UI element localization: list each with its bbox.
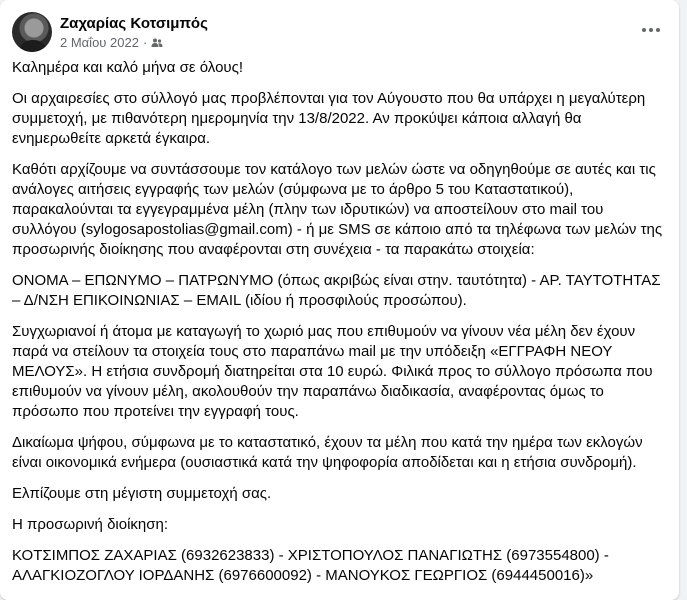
- paragraph-board-heading: Η προσωρινή διοίκηση:: [12, 516, 169, 533]
- friends-icon[interactable]: [151, 37, 163, 49]
- paragraph-greeting: Καλημέρα και καλό μήνα σε όλους!: [12, 59, 244, 76]
- paragraph-membership-list: Καθότι αρχίζουμε να συντάσσουμε τον κατάλογο των μελών ώστε να οδηγηθούμε σε αυτές και τις ανάλογες αιτήσεις εγγραφής των μελών (σύμφωνα με το άρθρο 5 του Καταστατικού), παρακαλούνται τα εγγεγραμμένα μέλη (πλην των ιδρυτικών) να αποστείλουν στο mail του συλλόγου (sylogosapostolias@gmail.com) - ή με SMS σε κάποιο από τα τηλέφωνα των μελών της προσωρινής διοίκησης που αναφέρονται στη συνέχεια - τα παρακάτω στοιχεία:: [12, 161, 663, 258]
- post-subline: [60, 35, 208, 51]
- post-date[interactable]: 2 Μαΐου 2022: [60, 34, 139, 50]
- paragraph-participation: Ελπίζουμε στη μέγιστη συμμετοχή σας.: [12, 485, 272, 502]
- more-options-icon[interactable]: [633, 12, 669, 48]
- paragraph-new-members: Συγχωριανοί ή άτομα με καταγωγή το χωριό μας που επιθυμούν να γίνουν νέα μέλη δεν έχουν παρά να στείλουν τα στοιχεία τους στο παραπάνω mail με την υπόδειξη «ΕΓΓΡΑΦΗ ΝΕΟΥ ΜΕΛΟΥΣ». Η ετήσια συνδρομή διατηρείται στα 10 ευρώ. Φιλικά προς το σύλλογο πρόσωπα που επιθυμούν να γίνουν μέλη, ακολουθούν την παραπάνω διαδικασία, αναφέροντας όμως το πρόσωπο που προτείνει την εγγραφή τους.: [12, 323, 653, 420]
- paragraph-board-members: ΚΟΤΣΙΜΠΟΣ ΖΑΧΑΡΙΑΣ (6932623833) - ΧΡΙΣΤΟΠΟΥΛΟΣ ΠΑΝΑΓΙΩΤΗΣ (6973554800) - ΑΛΑΓΚΙΟΖΟΓΛΟΥ ΙΟΡΔΑΝΗΣ (6976600092) - ΜΑΝΟΥΚΟΣ ΓΕΩΡΓΙΟΣ (6944450016)»: [12, 547, 609, 584]
- post-header: [12, 12, 208, 52]
- separator-dot: ·: [142, 34, 148, 50]
- post-body: [12, 58, 672, 597]
- post-meta: [60, 14, 208, 51]
- paragraph-voting-rights: Δικαίωμα ψήφου, σύμφωνα με το καταστατικό, έχουν τα μέλη που κατά την ημέρα των εκλογών είναι οικονομικά ενήμερα (ουσιαστικά κατά την ψηφοφορία αποδίδεται και η ετήσια συνδρομή).: [12, 434, 643, 471]
- author-name[interactable]: Ζαχαρίας Κοτσιμπός: [60, 14, 208, 32]
- paragraph-required-fields: ΟΝΟΜΑ – ΕΠΩΝΥΜΟ – ΠΑΤΡΩΝΥΜΟ (όπως ακριβώς είναι στην. ταυτότητα) - ΑΡ. ΤΑΥΤΟΤΗΤΑΣ – Δ/ΝΣΗ ΕΠΙΚΟΙΝΩΝΙΑΣ – EMAIL (ιδίου ή προσφιλούς προσώπου).: [12, 272, 661, 309]
- paragraph-elections: Οι αρχαιρεσίες στο σύλλογό μας προβλέπονται για τον Αύγουστο που θα υπάρχει η μεγαλύτερη συμμετοχή, με πιθανότερη ημερομηνία την 13/8/2022. Αν προκύψει κάποια αλλαγή θα ενημερωθείτε αρκετά έγκαιρα.: [12, 90, 646, 147]
- avatar[interactable]: [12, 12, 52, 52]
